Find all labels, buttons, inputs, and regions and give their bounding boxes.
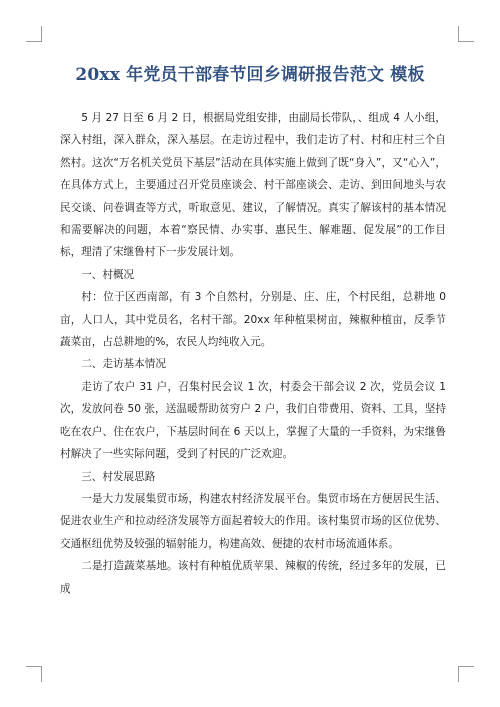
paragraph-intro: 5 月 27 日至 6 月 2 日，根据局党组安排，由副局长带队，、组成 4 人小组，深入村组，深入群众，深入基层。在走访过程中，我们走访了村、村和庄村三个自然村。这次“万名机关党员下基层”活动在具体实施上做到了既“身入”，又“心入”，在具体方式上，主要通过召开党员座谈会、村干部座谈会、走访、到田间地头与农民交谈、问卷调查等方式，听取意见、建议，了解情况。真实了解该村的基本情况和需要解决的问题，本着“察民情、办实事、惠民生、解难题、促发展”的工作目标，理清了宋继鲁村下一步发展计划。 bbox=[60, 112, 446, 259]
paragraph-visit-summary: 走访了农户 31 户，召集村民会议 1 次，村委会干部会议 2 次，党员会议 1 次，发放问卷 50 张，送温暖帮助贫穷户 2 户，我们自带费用、资料、工具，坚持吃在农户、住在农户，下基层时间在 6 天以上，掌握了大量的一手资料，为宋继鲁村解决了一些实际问题，受到了村民的广泛欢迎。 bbox=[60, 380, 446, 461]
section-heading-development-plan: 三、村发展思路 bbox=[81, 470, 156, 483]
crop-mark-bottom-left-h bbox=[26, 666, 42, 667]
crop-mark-top-right-v bbox=[458, 26, 459, 42]
paragraph-vegetable-base: 二是打造蔬菜基地。该村有种植优质苹果、辣椒的传统，经过多年的发展，已成 bbox=[60, 560, 446, 595]
crop-mark-top-left-v bbox=[41, 26, 42, 42]
paragraph-market-plan: 一是大力发展集贸市场，构建农村经济发展平台。集贸市场在方便居民生活、促进农业生产和拉动经济发展等方面起着较大的作用。该村集贸市场的区位优势、交通枢纽优势及较强的辐射能力，构建高效、便捷的农村市场流通体系。 bbox=[60, 492, 446, 550]
crop-mark-top-right-h bbox=[458, 41, 474, 42]
section-heading-village-overview: 一、村概况 bbox=[81, 268, 135, 281]
crop-mark-bottom-left-v bbox=[41, 666, 42, 682]
paragraph-village-overview: 村：位于区西南部，有 3 个自然村，分别是、庄、庄，个村民组，总耕地 0 亩，人口人，其中党员名，名村干部。20xx 年种植果树亩，辣椒种植亩，反季节蔬菜亩，占总耕地的%，农民人均纯收入元。 bbox=[60, 291, 446, 349]
section-heading-visit-summary: 二、走访基本情况 bbox=[81, 358, 166, 371]
crop-mark-top-left-h bbox=[26, 41, 42, 42]
crop-mark-bottom-right-v bbox=[458, 666, 459, 682]
page-title: 20xx 年党员干部春节回乡调研报告范文 模板 bbox=[75, 65, 425, 85]
document-body bbox=[60, 107, 446, 600]
crop-mark-bottom-right-h bbox=[458, 666, 474, 667]
